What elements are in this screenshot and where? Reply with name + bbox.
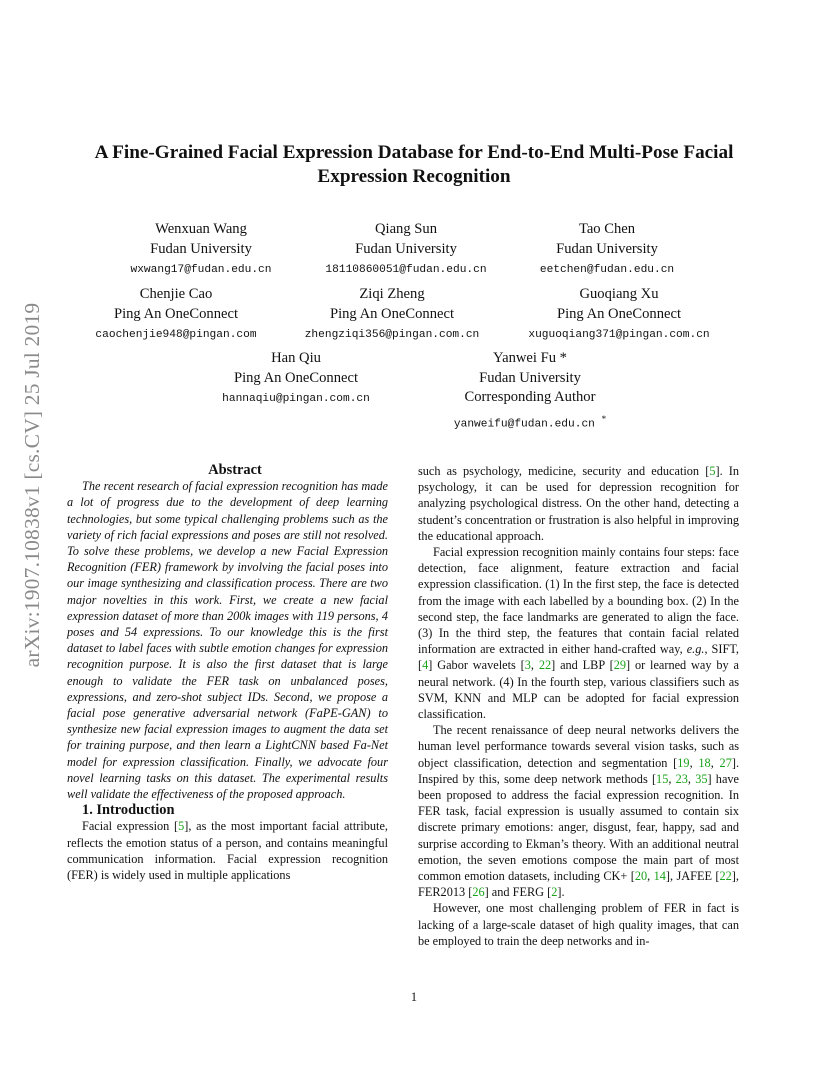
author-email[interactable]: wxwang17@fudan.edu.cn: [130, 264, 272, 276]
right-column: [418, 463, 739, 949]
citation-link[interactable]: 19: [677, 755, 690, 770]
author-block: [420, 349, 640, 431]
author-email[interactable]: hannaqiu@pingan.com.cn: [222, 393, 370, 405]
citation-link[interactable]: 23: [675, 771, 688, 786]
author-block: [100, 220, 302, 277]
left-column: [67, 462, 388, 883]
intro-paragraph: Facial expression [5], as the most important facial attribute, reflects the emotion status of a person, and contains meaningful communication information. Facial expression recognition (FER) is widely used in multiple applications: [67, 819, 388, 883]
citation-link[interactable]: 15: [656, 771, 669, 786]
body-paragraph: Facial expression recognition mainly contains four steps: face detection, face alignment, feature extraction and facial expression classification. (1) In the first step, the face is detected from the image with each labelled by a bounding box. (2) In the second step, the face landmarks are generated to align the face. (3) In the third step, the features that contain facial related information are extracted in either hand-crafted way, e.g., SIFT, [4] Gabor wavelets [3, 22] and LBP [29] or learned way by a neural network. (4) In the fourth step, various classifiers such as SVM, KNN and MLP can be adopted for facial expression classification.: [418, 545, 739, 722]
author-name: Han Qiu: [271, 350, 321, 366]
author-affiliation: Fudan University: [479, 369, 581, 386]
author-name: Ziqi Zheng: [359, 286, 425, 302]
section-heading-introduction: 1. Introduction: [82, 802, 175, 819]
body-paragraph: such as psychology, medicine, security and education [5]. In psychology, it can be used for depression recognition for analyzing psychological distress. On the other hand, detecting a student’s concentration or frustration is also helpful in improving the educational approach.: [418, 464, 739, 543]
author-block: [305, 220, 507, 277]
author-block: [70, 285, 282, 342]
citation-link[interactable]: 5: [709, 464, 716, 478]
abstract-heading: Abstract: [208, 462, 262, 478]
citation-link[interactable]: 20: [634, 869, 648, 884]
author-email[interactable]: xuguoqiang371@pingan.com.cn: [528, 329, 710, 341]
author-block: [505, 285, 733, 342]
title-line-1: A Fine-Grained Facial Expression Database for End-to-End Multi-Pose Facial: [94, 142, 734, 163]
author-email[interactable]: zhengziqi356@pingan.com.cn: [304, 329, 480, 341]
citation-link[interactable]: 29: [613, 658, 626, 673]
author-name: Tao Chen: [578, 221, 636, 237]
author-affiliation: Fudan University: [355, 240, 457, 257]
author-name: Guoqiang Xu: [579, 286, 659, 302]
corresponding-mark: *: [601, 413, 607, 424]
citation-link[interactable]: 3: [524, 658, 531, 673]
author-name: Wenxuan Wang: [155, 221, 247, 237]
citation-link[interactable]: 22: [538, 658, 552, 673]
author-email[interactable]: caochenjie948@pingan.com: [95, 329, 257, 341]
author-email[interactable]: yanweifu@fudan.edu.cn *: [453, 413, 607, 431]
citation-link[interactable]: 5: [178, 819, 185, 834]
author-name: Qiang Sun: [374, 221, 438, 237]
author-affiliation: Ping An OneConnect: [329, 305, 455, 322]
author-affiliation: Fudan University: [150, 240, 252, 257]
citation-link[interactable]: 26: [472, 885, 485, 900]
author-affiliation: Fudan University: [556, 240, 658, 257]
author-block: [196, 349, 396, 406]
citation-link[interactable]: 22: [719, 869, 732, 884]
title-line-2: Expression Recognition: [317, 165, 511, 187]
author-block: [506, 220, 708, 277]
body-paragraph: However, one most challenging problem of FER in fact is lacking of a large-scale dataset of high quality images, that can be employed to train the deep networks and in-: [418, 901, 739, 948]
citation-link[interactable]: 2: [551, 885, 558, 900]
citation-link[interactable]: 27: [719, 755, 732, 770]
author-affiliation: Ping An OneConnect: [113, 305, 239, 322]
citation-link[interactable]: 14: [653, 869, 666, 884]
abstract-text: The recent research of facial expression recognition has made a lot of progress due to the development of deep learning technologies, but some typical challenging problems such as the variety of rich facial expressions and poses are still not resolved. To solve these problems, we develop a new Facial Expression Recognition (FER) framework by involving the facial poses into our image synthesizing and classification process. There are two major novelties in this work. First, we create a new facial expression dataset of more than 200k images with 119 persons, 4 poses and 54 expressions. To our knowledge this is the first dataset to label faces with subtle emotion changes for expression recognition purpose. It is also the first dataset that is large enough to validate the FER task on unbalanced poses, expressions, and zero-shot subject IDs. Second, we propose a facial pose generative adversarial network (FaPE-GAN) to synthesize new facial expression images to augment the data set for training purpose, and then learn a LightCNN based Fa-Net model for expression classification. Finally, we advocate four novel learning tasks on this dataset. The experimental results well validate the effectiveness of the proposed approach.: [67, 479, 388, 802]
citation-link[interactable]: 35: [695, 771, 708, 786]
citation-link[interactable]: 4: [422, 658, 429, 673]
page-number: 1: [410, 990, 418, 1004]
author-name: Chenjie Cao: [139, 286, 213, 302]
body-paragraph: The recent renaissance of deep neural networks delivers the human level performance towards several vision tasks, such as object classification, detection and segmentation [19, 18, 27]. Inspired by this, some deep network methods [15, 23, 35] have been proposed to address the facial expression recognition. In FER task, facial expression is usually assumed to contain six discrete primary emotions: anger, disgust, fear, happy, sad and surprise according to Ekman’s theory. With an additional neutral emotion, the seven emotions compose the main part of most common emotion datasets, including CK+ [20, 14], JAFEE [22], FER2013 [26] and FERG [2].: [418, 723, 740, 900]
author-name: Yanwei Fu *: [493, 350, 567, 366]
citation-link[interactable]: 18: [698, 755, 711, 770]
author-email[interactable]: eetchen@fudan.edu.cn: [539, 264, 675, 276]
author-block: [282, 285, 502, 342]
author-email[interactable]: 18110860051@fudan.edu.cn: [325, 264, 487, 276]
arxiv-sidebar-stamp: arXiv:1907.10838v1 [cs.CV] 25 Jul 2019: [20, 302, 44, 668]
author-affiliation: Ping An OneConnect: [233, 369, 359, 386]
author-role: Corresponding Author: [464, 389, 596, 405]
paper-title: [60, 141, 768, 188]
author-affiliation: Ping An OneConnect: [556, 305, 682, 322]
